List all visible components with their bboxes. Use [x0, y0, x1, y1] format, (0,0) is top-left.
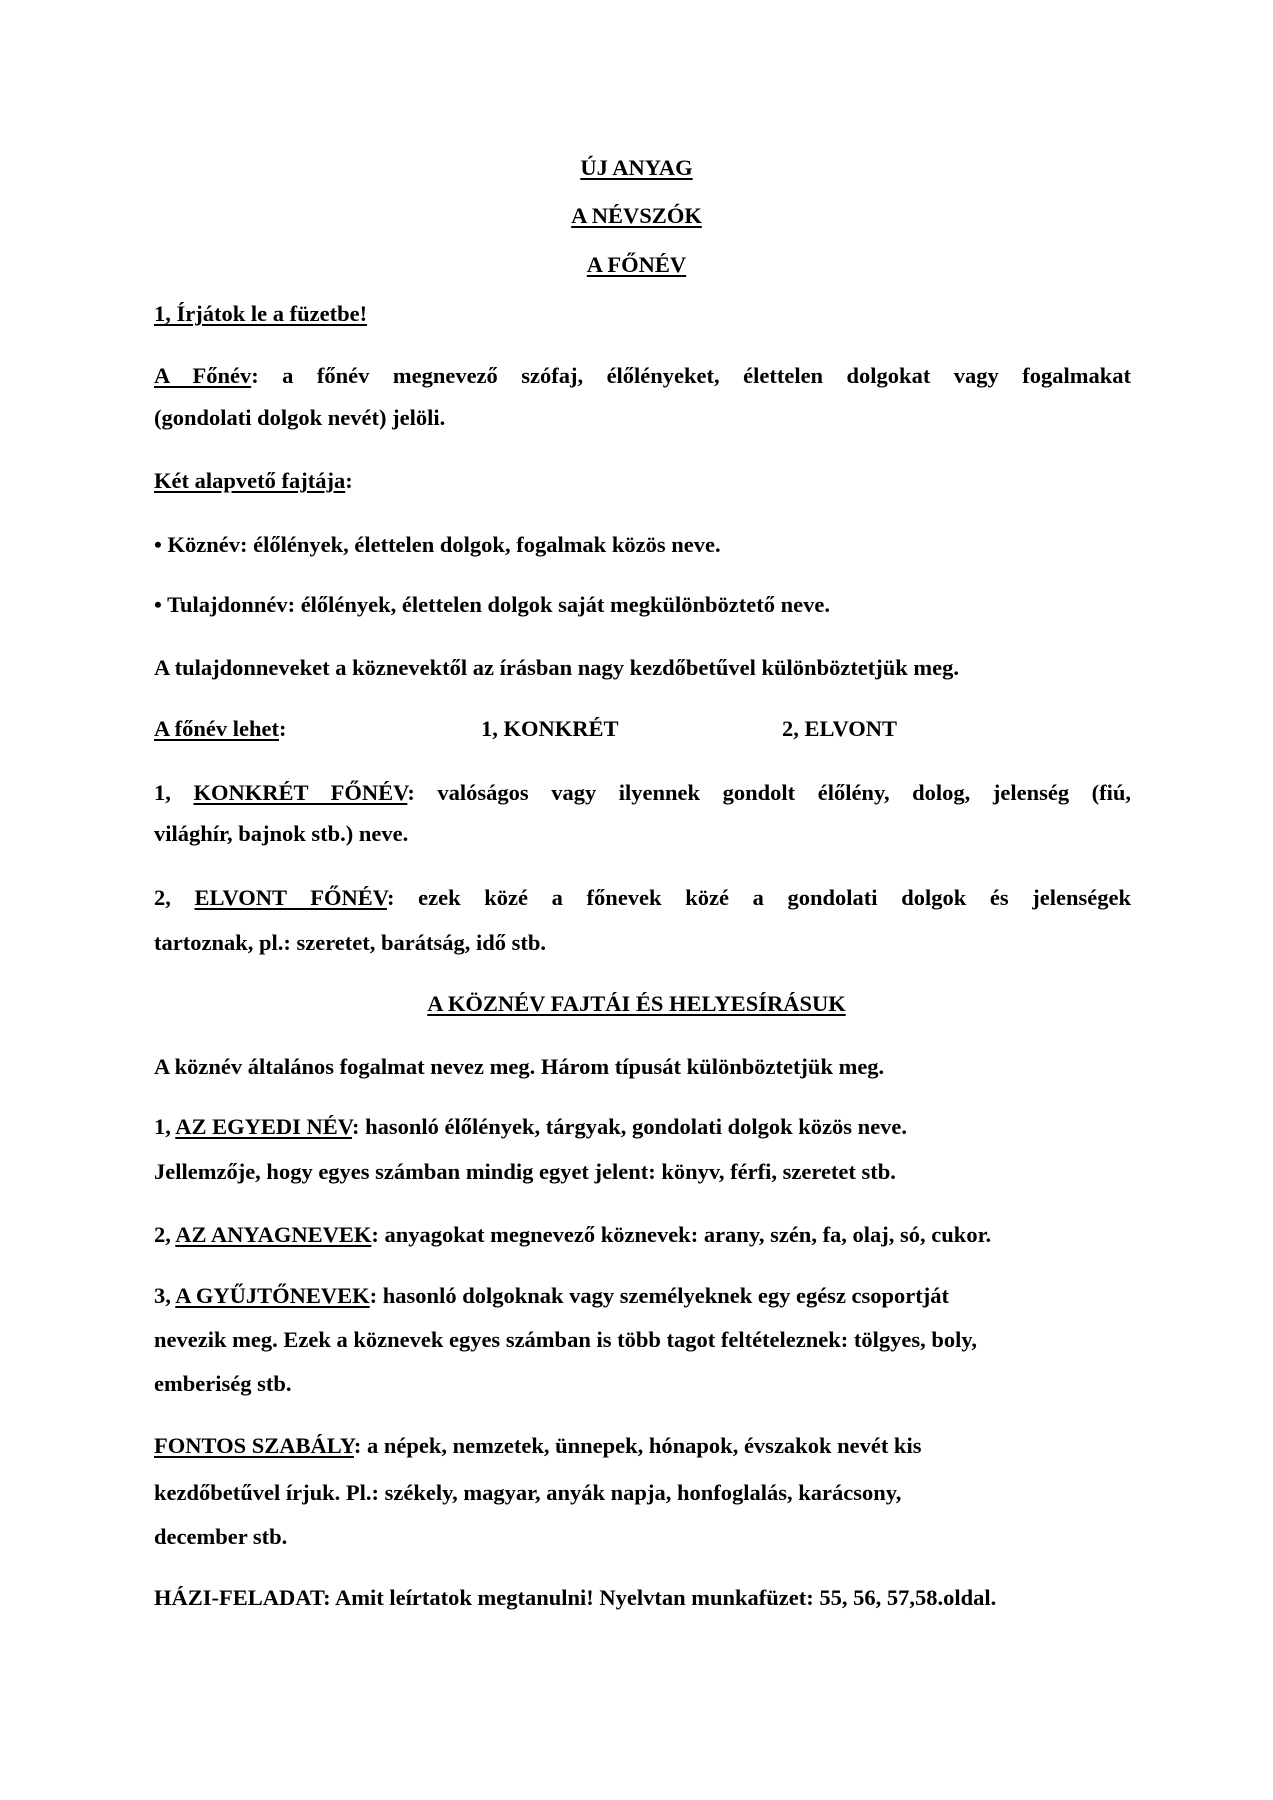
can-be-label: A főnév lehet:: [154, 716, 287, 741]
definition-line-1: A Főnév: a főnév megnevező szófaj, élőlényeket, élettelen dolgokat vagy fogalmakat: [154, 363, 1131, 388]
important-rule-line-1: FONTOS SZABÁLY: a népek, nemzetek, ünnepek, hónapok, évszakok nevét kis: [154, 1433, 922, 1458]
concrete-line-2: világhír, bajnok stb.) neve.: [154, 821, 409, 846]
types-heading: Két alapvető fajtája:: [154, 468, 353, 493]
collective-line-2: nevezik meg. Ezek a köznevek egyes számban is több tagot feltételeznek: tölgyes, boly,: [154, 1327, 978, 1352]
material-term: AZ ANYAGNEVEK: [175, 1222, 372, 1247]
individual-line-2: Jellemzője, hogy egyes számban mindig egyet jelent: könyv, férfi, szeretet stb.: [154, 1159, 896, 1184]
collective-term: A GYŰJTŐNEVEK: [175, 1283, 370, 1308]
section-intro: A köznév általános fogalmat nevez meg. Három típusát különböztetjük meg.: [154, 1054, 885, 1079]
title-new-material: ÚJ ANYAG: [580, 155, 693, 180]
homework: HÁZI-FELADAT: Amit leírtatok megtanulni! Nyelvtan munkafüzet: 55, 56, 57,58.oldal.: [154, 1585, 997, 1610]
title-nominals: A NÉVSZÓK: [571, 203, 702, 228]
capital-rule: A tulajdonneveket a köznevektől az írásban nagy kezdőbetűvel különböztetjük meg.: [154, 655, 960, 680]
abstract-term: ELVONT FŐNÉV: [194, 885, 387, 910]
abstract-line-2: tartoznak, pl.: szeretet, barátság, idő stb.: [154, 930, 547, 955]
individual-term: AZ EGYEDI NÉV: [175, 1114, 352, 1139]
definition-term: A Főnév: [154, 363, 252, 388]
material-line-1: 2, AZ ANYAGNEVEK: anyagokat megnevező köznevek: arany, szén, fa, olaj, só, cukor.: [154, 1222, 992, 1247]
individual-line-1: 1, AZ EGYEDI NÉV: hasonló élőlények, tárgyak, gondolati dolgok közös neve.: [154, 1114, 908, 1139]
bullet-proper-noun: • Tulajdonnév: élőlények, élettelen dolgok saját megkülönböztető neve.: [154, 592, 830, 617]
collective-line-1: 3, A GYŰJTŐNEVEK: hasonló dolgoknak vagy személyeknek egy egész csoportját: [154, 1283, 950, 1308]
title-noun: A FŐNÉV: [586, 252, 687, 277]
important-rule-term: FONTOS SZABÁLY: [154, 1433, 354, 1458]
option-concrete: 1, KONKRÉT: [481, 716, 619, 741]
important-rule-line-2: kezdőbetűvel írjuk. Pl.: székely, magyar, anyák napja, honfoglalás, karácsony,: [154, 1480, 902, 1505]
bullet-common-noun: • Köznév: élőlények, élettelen dolgok, fogalmak közös neve.: [154, 532, 721, 557]
concrete-term: KONKRÉT FŐNÉV: [193, 780, 408, 805]
concrete-line-1: 1, KONKRÉT FŐNÉV: valóságos vagy ilyennek gondolt élőlény, dolog, jelenség (fiú,: [154, 780, 1132, 805]
abstract-line-1: 2, ELVONT FŐNÉV: ezek közé a főnevek közé a gondolati dolgok és jelenségek: [154, 885, 1131, 910]
definition-line-2: (gondolati dolgok nevét) jelöli.: [154, 405, 446, 430]
important-rule-line-3: december stb.: [154, 1524, 288, 1549]
collective-line-3: emberiség stb.: [154, 1371, 292, 1396]
option-abstract: 2, ELVONT: [782, 716, 898, 741]
section-title: A KÖZNÉV FAJTÁI ÉS HELYESÍRÁSUK: [427, 991, 846, 1016]
instruction: 1, Írjátok le a füzetbe!: [154, 301, 368, 326]
